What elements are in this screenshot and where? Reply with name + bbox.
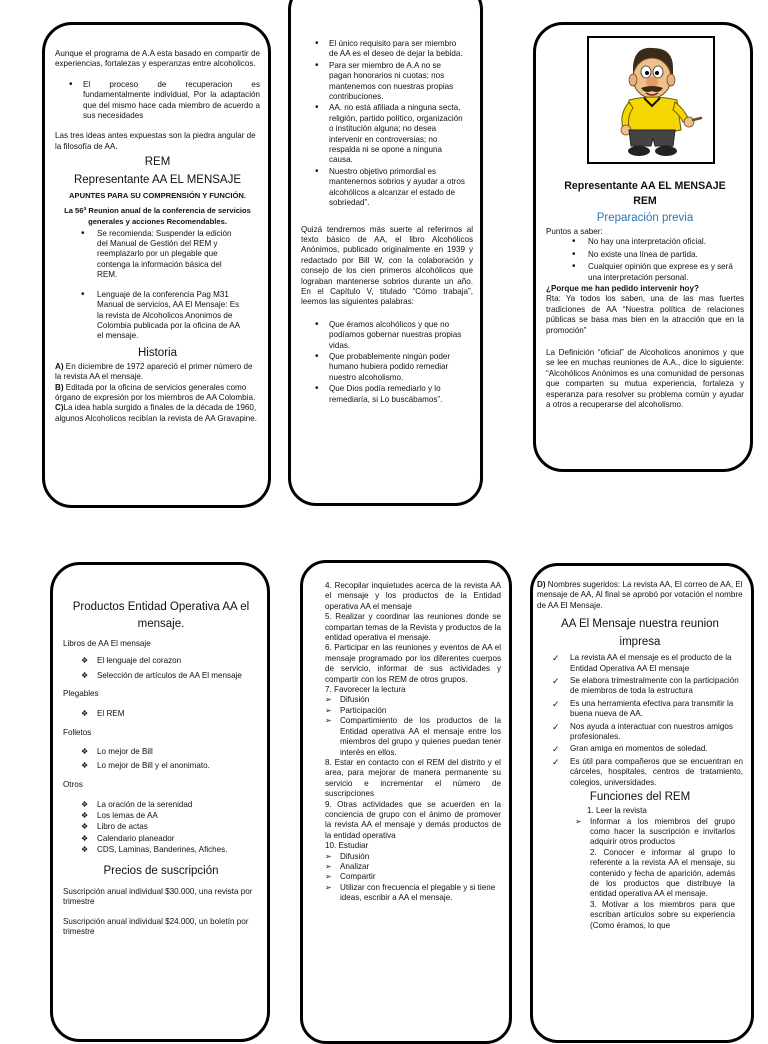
representante-heading: Representante AA EL MENSAJE bbox=[73, 174, 242, 187]
list-item: ✓ La revista AA el mensaje es el producto de la Entidad Operativa AA El mensaje bbox=[537, 653, 743, 674]
list-item: ❖ Lo mejor de Bill y el anonimato. bbox=[63, 761, 259, 771]
panel-reunion-impresa bbox=[530, 563, 754, 1043]
list-item: ✓ Es útil para compañeros que se encuentran en cárceles, hospitales, centros de tratamiento, colegios, universidades. bbox=[537, 757, 743, 788]
list-item: • El único requisito para ser miembro de AA es el deseo de dejar la bebida. bbox=[301, 39, 465, 60]
list-item: • Se recomienda: Suspender la edición del Manual de Gestión del REM y reemplazarlo por un plegable que contenga la información básica del REM. bbox=[55, 229, 242, 281]
list-item: ❖ CDS, Laminas, Banderines, Afiches. bbox=[63, 845, 259, 855]
list-item: ❖ El lenguaje del corazon bbox=[63, 656, 259, 666]
plegables-list bbox=[63, 709, 259, 719]
list-item: ❖ Los lemas de AA bbox=[63, 811, 259, 821]
list-item: ➢ Compartimiento de los productos de la Entidad operativa AA el mensaje entre los miembros del grupo y quienes puedan tener interés en ellos. bbox=[325, 716, 501, 758]
funciones-heading: Funciones del REM bbox=[589, 791, 691, 804]
list-item: ➢ Participación bbox=[325, 706, 501, 716]
historia-c-text: La idea había surgido a finales de la década de 1960, algunos Alcoholicos recibían la revista de AA Gravapine. bbox=[55, 403, 258, 423]
list-item: ✓ Gran amiga en momentos de soledad. bbox=[537, 744, 743, 754]
quotes-list bbox=[301, 320, 473, 405]
list-item: ➢ Compartir bbox=[325, 872, 501, 882]
list-item: ❖ El REM bbox=[63, 709, 259, 719]
list-item: ✓ Es una herramienta efectiva para transmitir la buena nueva de AA. bbox=[537, 699, 743, 720]
funcion-1: 1. Leer la revista bbox=[587, 806, 647, 816]
list-item: ❖ Lo mejor de Bill bbox=[63, 747, 259, 757]
label-b: B) bbox=[55, 382, 64, 392]
intro-text: Aunque el programa de A.A esta basado en compartir de experiencias, fortalezas y esperanzas entre alcoholicos. bbox=[55, 49, 260, 69]
libros-list bbox=[63, 656, 259, 681]
puntos-list bbox=[546, 237, 744, 283]
list-item: ➢ Analizar bbox=[325, 862, 501, 872]
nombres-sugeridos-text: Nombres sugeridos: La revista AA, El correo de AA, El mensaje de AA, Al final se aprobó por votación el nombre de AA El Mensaje. bbox=[537, 580, 743, 610]
productos-heading: Productos Entidad Operativa AA el mensaje. bbox=[72, 601, 250, 630]
funcion-10: 10. Estudiar bbox=[325, 841, 369, 851]
funcion-9: 9. Otras actividades que se acuerden en la conciencia de grupo con el ánimo de promover la revista AA el mensaje y demás productos de la entidad operativa bbox=[325, 799, 501, 840]
label-a: A) bbox=[55, 361, 64, 371]
funcion-3: 3. Motivar a los miembros para que escriban artículos sobre su experiencia (Como éramos, lo que bbox=[590, 899, 735, 930]
reunion-heading: La 56ª Reunion anual de la conferencia de servicios generales y acciones Recomendables. bbox=[64, 205, 251, 226]
list-item: • Que Dios podía remediarlo y lo remediaría, si Lo buscábamos”. bbox=[301, 384, 465, 405]
panel-funciones-cont bbox=[300, 560, 512, 1044]
puntos-label: Puntos a saber: bbox=[546, 227, 603, 236]
mascot-frame bbox=[587, 36, 715, 164]
historia-a-text: En diciembre de 1972 apareció el primer número de la revista AA el mensaje. bbox=[55, 361, 253, 382]
recommendation-list bbox=[55, 229, 260, 342]
question-text: ¿Porque me han pedido intervenir hoy? bbox=[546, 284, 699, 294]
three-ideas-text: Las tres ideas antes expuestas son la piedra angular de la filosofía de AA. bbox=[55, 131, 256, 151]
list-item: • Lenguaje de la conferencia Pag M31 Manual de servicios, AA El Mensaje: Es la revista de Alcoholicos Anonimos de Colombia publicada por la oficina de AA el mensaje. bbox=[55, 290, 242, 342]
list-item: • No existe una línea de partida. bbox=[546, 250, 742, 260]
reunion-impresa-list bbox=[537, 653, 743, 788]
answer-text: Rta: Ya todos los saben, una de las mas fuertes tradiciones de AA “Nuestra política de relaciones públicas se basa mas bien en la atracción que en la promoción” bbox=[546, 294, 744, 335]
label-c: C) bbox=[55, 403, 64, 413]
apuntes-heading: APUNTES PARA SU COMPRENSIÓN Y FUNCIÓN. bbox=[69, 191, 246, 201]
funcion-7: 7. Favorecer la lectura bbox=[325, 685, 406, 695]
otros-label: Otros bbox=[63, 780, 83, 790]
panel3-title: Representante AA EL MENSAJE REM bbox=[564, 180, 726, 207]
list-item: • Cualquier opinión que exprese es y será una interpretación personal. bbox=[546, 262, 742, 283]
funcion-8: 8. Estar en contacto con el REM del distrito y el area, para mejorar de manera permanente su servicio e incrementar el número de suscripciones bbox=[325, 757, 501, 799]
libros-label: Libros de AA El mensaje bbox=[63, 639, 151, 648]
funcion-5: 5. Realizar y coordinar las reuniones donde se compartan temas de la Revista y productos de la entidad operativa el mensaje. bbox=[325, 612, 501, 643]
folletos-label: Folletos bbox=[63, 728, 92, 738]
rem-heading: REM bbox=[144, 156, 171, 169]
historia-b bbox=[55, 383, 260, 404]
big-book-paragraph: Quizá tendremos más suerte al referirnos al texto básico de AA, el libro Alcohólicos Anónimos, publicado originalmente en 1939 y redactado por Bill W, con la colaboración y consejo de los cien primeros alcohólicos que lograban mantenerse sobrios durante un año. En el Capítulo V, titulado “Cómo trabaja”, leemos las siguientes palabras: bbox=[301, 224, 473, 307]
list-item: ❖ La oración de la serenidad bbox=[63, 800, 259, 810]
list-item: ❖ Calendario planeador bbox=[63, 834, 259, 844]
list-item: ➢ Difusión bbox=[325, 695, 501, 705]
funcion-4: 4. Recopilar inquietudes acerca de la revista AA el mensaje y los productos de la Entidad operativa AA el mensaje bbox=[325, 581, 501, 611]
principles-list bbox=[301, 39, 473, 209]
reunion-impresa-heading: AA El Mensaje nuestra reunion impresa bbox=[561, 618, 719, 649]
list-item: • Que probablemente ningún poder humano hubiera podido remediar nuestro alcoholismo. bbox=[301, 352, 465, 383]
panel-principles bbox=[288, 0, 483, 506]
funcion-1-list bbox=[575, 817, 735, 848]
lectura-list bbox=[325, 695, 501, 757]
historia-c bbox=[55, 403, 260, 424]
historia-a bbox=[55, 362, 260, 383]
funcion-2: 2. Conocer e informar al grupo lo referente a la revista AA el mensaje, su contenido y fecha de aparición, además de los productos que distribuye la entidad operativa AA el mensaje. bbox=[590, 847, 735, 899]
label-d: D) bbox=[537, 580, 546, 589]
plegables-label: Plegables bbox=[63, 689, 99, 699]
list-item: ✓ Nos ayuda a interactuar con nuestros amigos profesionales. bbox=[537, 722, 743, 743]
list-item: • El proceso de recuperacion es fundamentalmente individual, Por la adaptación que del mismo hace cada miembro de acuerdo a sus necesidades bbox=[55, 80, 260, 122]
list-item: ➢ Utilizar con frecuencia el plegable y si tiene ideas, escribir a AA el mensaje. bbox=[325, 883, 501, 904]
definition-text: La Definición “oficial” de Alcoholicos anonimos y que se lee en muchas reuniones de A.A., dice lo siguiente: “Alcohólicos Anónimos es una comunidad de personas que comparten su mutua experiencia, fortaleza y esperanza para resolver su problema común y ayudar a otros a recuperarse del alcoholismo. bbox=[546, 348, 744, 410]
cartoon-man-image bbox=[589, 38, 713, 162]
list-item: ✓ Se elabora trimestralmente con la participación de miembros de toda la estructura bbox=[537, 676, 743, 697]
folletos-list bbox=[63, 747, 259, 771]
list-item: • No hay una interpretación oficial. bbox=[546, 237, 742, 247]
funcion-6: 6. Participar en las reuniones y eventos de AA el mensaje programado por los diferentes cuerpos de servicio, informar de sus actividades y compartir con los REM de otros grupos. bbox=[325, 643, 501, 684]
list-item: • Para ser miembro de A.A no se pagan honorarios ni cuotas; nos mantenemos con nuestras propias contribuciones. bbox=[301, 61, 465, 103]
panel-representante bbox=[533, 22, 753, 472]
estudiar-list bbox=[325, 852, 501, 904]
list-item: • Que éramos alcohólicos y que no podíamos gobernar nuestras propias vidas. bbox=[301, 320, 465, 351]
panel-productos bbox=[50, 562, 270, 1042]
list-item: • Nuestro objetivo primordial es mantenernos sobrios y ayudar a otros alcohólicos a alcanzar el estado de sobriedad”. bbox=[301, 167, 465, 209]
nombres-sugeridos bbox=[537, 580, 743, 611]
list-item: ❖ Libro de actas bbox=[63, 822, 259, 832]
list-item: ➢ Informar a los miembros del grupo como hacer la suscripción e invitarlos adquirir otros productos bbox=[575, 817, 735, 848]
precio-revista: Suscripción anual individual $30.000, una revista por trimestre bbox=[63, 886, 253, 907]
list-item: • AA. no está afiliada a ninguna secta, religión, partido político, organización o institución alguna; no desea intervenir en controversias; no respalda ni se opone a ninguna causa. bbox=[301, 103, 465, 165]
panel-intro bbox=[42, 22, 271, 508]
precio-boletin: Suscripción anual individual $24.000, un boletín por trimestre bbox=[63, 916, 249, 936]
recovery-list bbox=[55, 80, 260, 122]
list-item: ❖ Selección de artículos de AA El mensaje bbox=[63, 671, 259, 681]
historia-heading: Historia bbox=[138, 346, 177, 359]
otros-list bbox=[63, 800, 259, 856]
list-item: ➢ Difusión bbox=[325, 852, 501, 862]
precios-heading: Precios de suscripción bbox=[103, 864, 219, 877]
historia-b-text: Editada por la oficina de servicios generales como órgano de expresión por los miembros de AA Colombia. bbox=[55, 382, 256, 402]
preparacion-heading: Preparación previa bbox=[596, 212, 694, 224]
